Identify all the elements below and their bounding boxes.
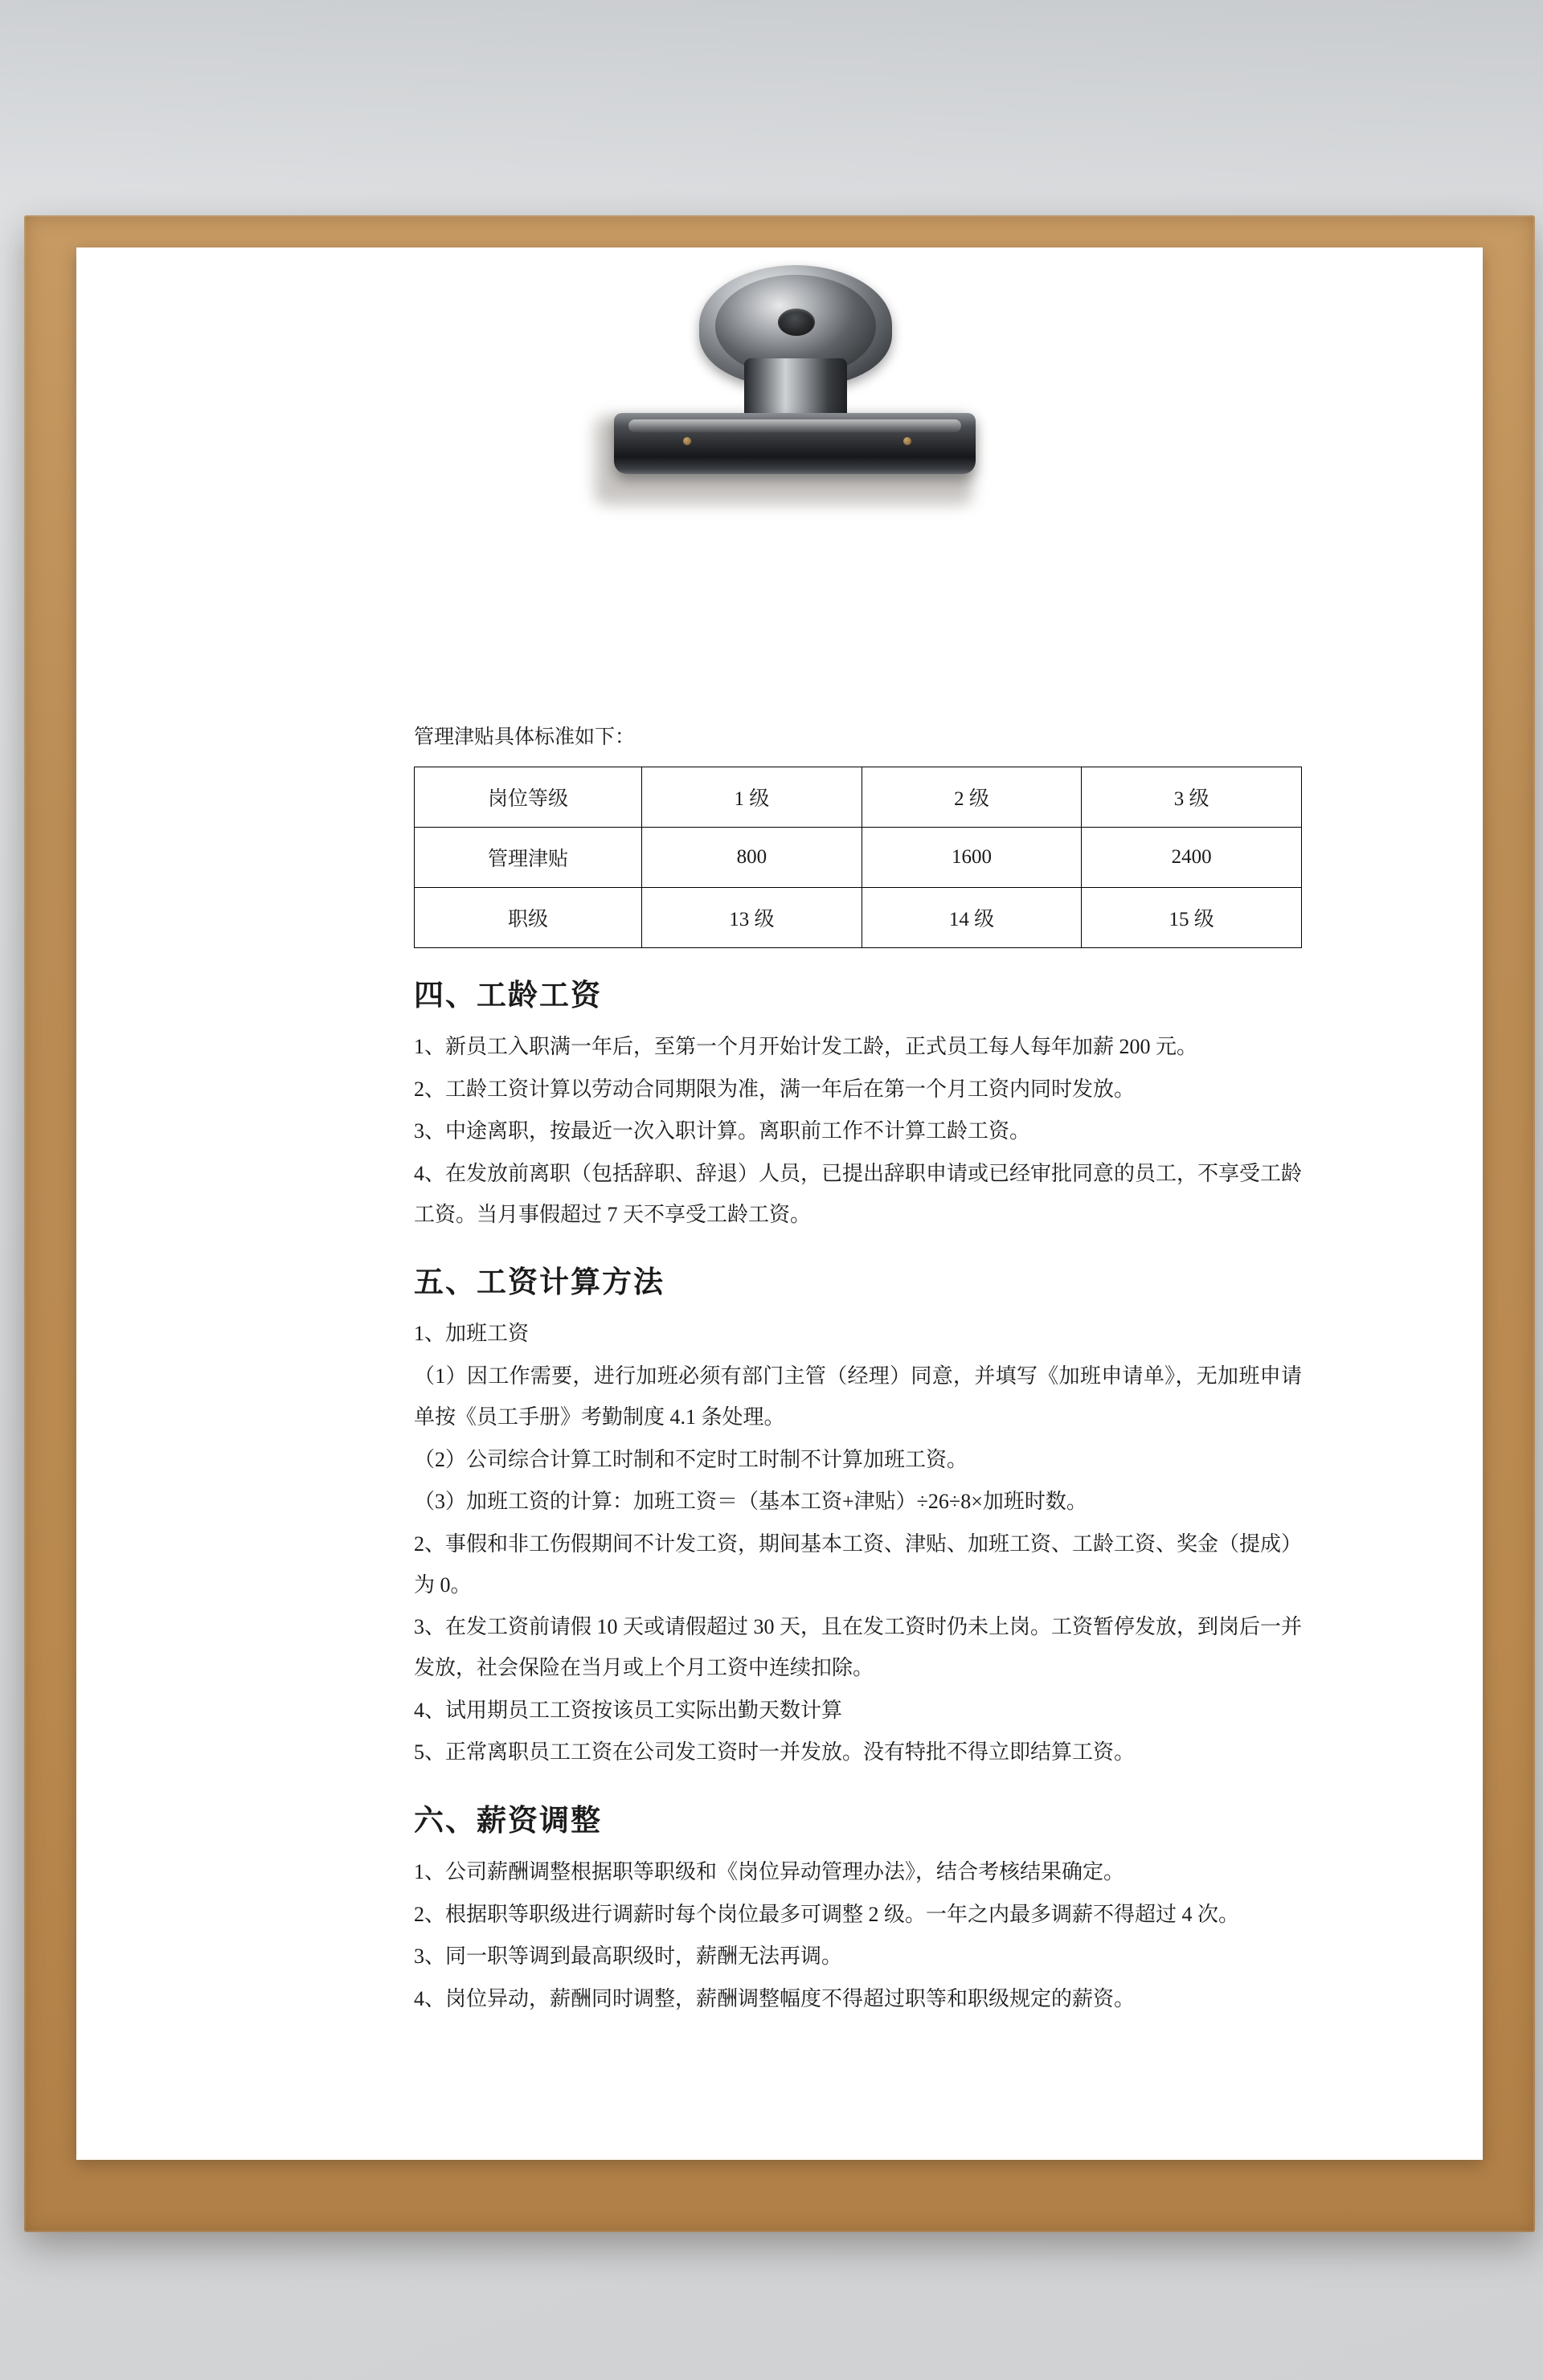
paragraph: 3、同一职等调到最高职级时，薪酬无法再调。 [414,1944,843,1969]
table-cell: 1 级 [642,767,862,828]
table-row [415,767,1302,828]
table-cell: 13 级 [642,888,862,948]
clipboard [24,215,1535,2232]
document-content [354,722,1302,2022]
paragraph: 1、新员工入职满一年后，至第一个月开始计发工龄，正式员工每人每年加薪 200 元。 [414,1035,1198,1058]
paragraph: 4、岗位异动，薪酬同时调整，薪酬调整幅度不得超过职等和职级规定的薪资。 [414,1987,1136,2011]
paragraph: （1）因工作需要，进行加班必须有部门主管（经理）同意，并填写《加班申请单》，无加班申请单按《员工手册》考勤制度 4.1 条处理。 [414,1364,1302,1429]
table-cell: 800 [642,828,862,888]
section-heading-5: 五、工资计算方法 [414,1266,665,1299]
paragraph: 2、事假和非工伤假期间不计发工资，期间基本工资、津贴、加班工资、工龄工资、奖金（提成）为 0。 [414,1531,1303,1597]
paragraph: 3、中途离职，按最近一次入职计算。离职前工作不计算工龄工资。 [414,1119,1031,1143]
table-cell: 管理津贴 [415,828,642,888]
table-row [415,828,1302,888]
wall-shadow [0,0,1543,241]
paragraph: 5、正常离职员工工资在公司发工资时一并发放。没有特批不得立即结算工资。 [414,1740,1136,1765]
allowance-table [414,767,1302,948]
table-cell: 14 级 [862,888,1082,948]
document-paper [76,247,1483,2160]
paragraph: 3、在发工资前请假 10 天或请假超过 30 天，且在发工资时仍未上岗。工资暂停发放，到岗后一并发放，社会保险在当月或上个月工资中连续扣除。 [414,1615,1303,1679]
table-cell: 2 级 [862,767,1082,828]
paragraph: 1、公司薪酬调整根据职等职级和《岗位异动管理办法》，结合考核结果确定。 [414,1860,1125,1883]
paragraph: （3）加班工资的计算：加班工资＝（基本工资+津贴）÷26÷8×加班时数。 [414,1490,1087,1514]
table-cell: 岗位等级 [415,767,642,828]
section-heading-6: 六、薪资调整 [414,1804,602,1837]
paragraph: 4、试用期员工工资按该员工实际出勤天数计算 [414,1698,843,1722]
paragraph: （2）公司综合计算工时制和不定时工时制不计算加班工资。 [414,1447,968,1471]
paragraph: 1、加班工资 [414,1322,530,1346]
table-cell: 2400 [1082,828,1302,888]
table-cell: 15 级 [1082,888,1302,948]
table-cell: 3 级 [1082,767,1302,828]
table-cell: 职级 [415,888,642,948]
section-heading-4: 四、工龄工资 [414,979,602,1012]
paragraph: 2、工龄工资计算以劳动合同期限为准，满一年后在第一个月工资内同时发放。 [414,1077,1136,1101]
paragraph: 4、在发放前离职（包括辞职、辞退）人员，已提出辞职申请或已经审批同意的员工，不享受工龄工资。当月事假超过 7 天不享受工龄工资。 [414,1162,1303,1226]
table-cell: 1600 [862,828,1082,888]
paragraph: 2、根据职等职级进行调薪时每个岗位最多可调整 2 级。一年之内最多调薪不得超过 4 次。 [414,1902,1240,1926]
intro-line: 管理津贴具体标准如下： [414,726,636,748]
table-row [415,888,1302,948]
